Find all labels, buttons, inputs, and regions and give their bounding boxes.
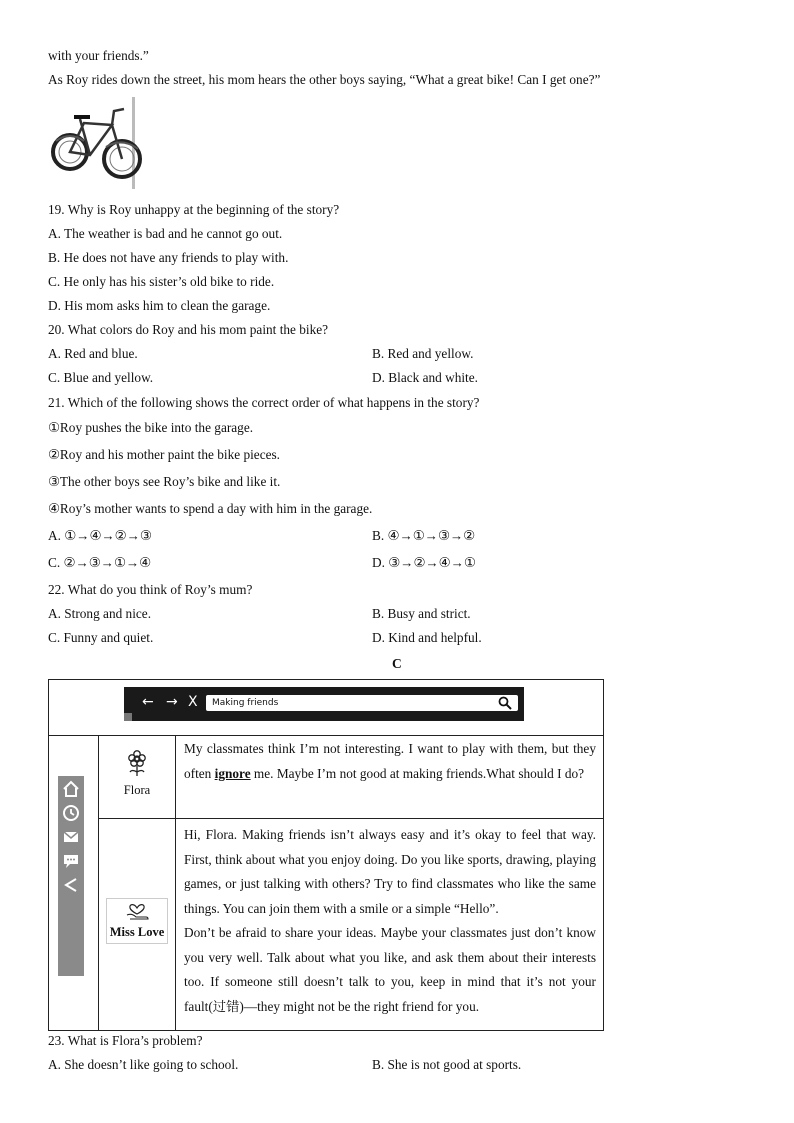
share-icon[interactable] (62, 876, 80, 894)
q20-option-c: C. Blue and yellow. (48, 370, 154, 385)
section-heading: C (392, 656, 402, 671)
q21-event-2: ②Roy and his mother paint the bike pieces. (48, 447, 281, 462)
search-input[interactable] (206, 695, 518, 711)
q23-option-a: A. She doesn’t like going to school. (48, 1057, 239, 1072)
back-arrow-icon[interactable]: ← (142, 694, 154, 710)
question-22: 22. What do you think of Roy’s mum? (48, 582, 253, 597)
q21-event-4: ④Roy’s mother wants to spend a day with him in the garage. (48, 501, 373, 516)
question-21: 21. Which of the following shows the correct order of what happens in the story? (48, 395, 480, 410)
q21-option-b: B. ④→①→③→② (372, 528, 476, 543)
q20-option-d: D. Black and white. (372, 370, 478, 385)
miss-love-name: Miss Love (109, 925, 165, 939)
q20-option-b: B. Red and yellow. (372, 346, 474, 361)
flora-post-text: me. Maybe I’m not good at making friends.What should I do? (250, 765, 585, 781)
question-23: 23. What is Flora’s problem? (48, 1033, 203, 1048)
divider (175, 735, 176, 1031)
clock-icon[interactable] (62, 804, 80, 822)
question-19: 19. Why is Roy unhappy at the beginning of the story? (48, 202, 340, 217)
q23-option-b: B. She is not good at sports. (372, 1057, 522, 1072)
q21-option-c: C. ②→③→①→④ (48, 555, 152, 570)
q21-option-a: A. ①→④→②→③ (48, 528, 152, 543)
home-icon[interactable] (62, 780, 80, 798)
flora-name: Flora (123, 783, 151, 797)
miss-love-reply (184, 823, 596, 1019)
flora-post-bold-word: ignore (214, 765, 251, 781)
question-20: 20. What colors do Roy and his mom paint the bike? (48, 322, 329, 337)
chat-icon[interactable] (62, 852, 80, 870)
mail-icon[interactable] (62, 828, 80, 846)
q19-option-c: C. He only has his sister’s old bike to ride. (48, 274, 275, 289)
bicycle-illustration (50, 97, 142, 189)
flower-icon (124, 750, 150, 778)
q22-option-c: C. Funny and quiet. (48, 630, 154, 645)
reply-paragraph-1: Hi, Flora. Making friends isn’t always easy and it’s okay to feel that way. First, think about what you enjoy doing. Do you like sports, drawing, playing games, or just talking with others? Try to find classmates who like the same things. You can join them with a smile or a simple “Hello”. (184, 827, 596, 916)
flora-post (184, 737, 596, 786)
q19-option-a: A. The weather is bad and he cannot go out. (48, 226, 283, 241)
heart-hand-icon (124, 899, 150, 921)
forward-arrow-icon[interactable]: → (166, 694, 178, 710)
q21-event-1: ①Roy pushes the bike into the garage. (48, 420, 254, 435)
flora-avatar (100, 750, 174, 797)
q19-option-b: B. He does not have any friends to play with. (48, 250, 289, 265)
q22-option-a: A. Strong and nice. (48, 606, 152, 621)
q22-option-b: B. Busy and strict. (372, 606, 471, 621)
search-icon[interactable] (498, 696, 512, 710)
q21-option-d: D. ③→②→④→① (372, 555, 476, 570)
bar-shadow (124, 713, 132, 721)
q21-event-3: ③The other boys see Roy’s bike and like it. (48, 474, 281, 489)
story-text-line: As Roy rides down the street, his mom hears the other boys saying, “What a great bike! Can I get one?” (48, 72, 601, 87)
close-icon[interactable]: X (188, 694, 198, 710)
flora-post-text: My classmates think I’m not interesting. I want to play with them, but they often (184, 741, 596, 781)
q20-option-a: A. Red and blue. (48, 346, 138, 361)
q22-option-d: D. Kind and helpful. (372, 630, 482, 645)
browser-bar (124, 687, 524, 721)
forum-sidebar (58, 776, 84, 976)
search-input-value: Making friends (212, 698, 279, 708)
divider (98, 818, 604, 819)
miss-love-avatar (106, 898, 168, 944)
q19-option-d: D. His mom asks him to clean the garage. (48, 298, 271, 313)
divider (98, 735, 99, 1031)
divider (48, 735, 604, 736)
reply-paragraph-2: Don’t be afraid to share your ideas. Maybe your classmates just don’t know you very well. Talk about what you like, and ask them about their interests too. If someone still doesn’t talk to you, keep in mind that it’s not your fault(过错)—they might not be the right friend for you. (184, 925, 596, 1014)
story-text-line: with your friends.” (48, 48, 149, 63)
